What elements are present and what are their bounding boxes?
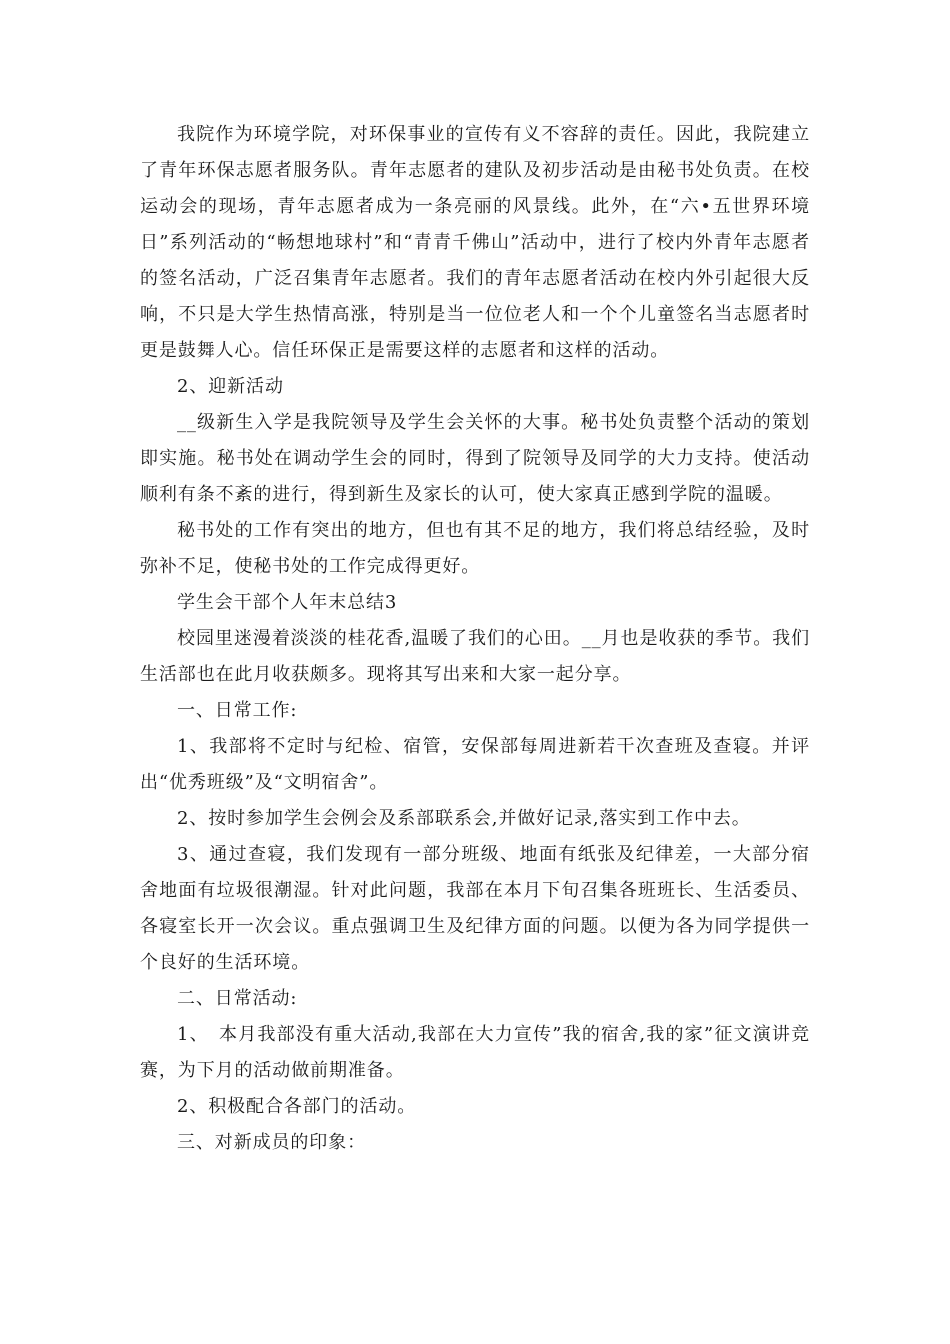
heading-welcome-activity: 2、迎新活动 [177,376,284,397]
paragraph-volunteer-team: 我院作为环境学院，对环保事业的宣传有义不容辞的责任。因此，我院建立了青年环保志愿者服务队。青年志愿者的建队及初步活动是由秘书处负责。在校运动会的现场，青年志愿者成为一条亮丽的风景线。此外，在“六•五世界环境日”系列活动的“畅想地球村”和“青青千佛山”活动中，进行了校内外青年志愿者的签名活动，广泛召集青年志愿者。我们的青年志愿者活动在校内外引起很大反响，不只是大学生热情高涨，特别是当一位位老人和一个个儿童签名当志愿者时更是鼓舞人心。信任环保正是需要这样的志愿者和这样的活动。 [140,124,810,361]
heading-daily-activities: 二、日常活动: [177,988,298,1009]
item-daily-activities-2: 2、积极配合各部门的活动。 [177,1096,417,1117]
item-daily-work-2: 2、按时参加学生会例会及系部联系会,并做好记录,落实到工作中去。 [177,808,751,829]
paragraph-secretariat-summary: 秘书处的工作有突出的地方，但也有其不足的地方，我们将总结经验，及时弥补不足，使秘书处的工作完成得更好。 [140,520,810,577]
paragraph-freshman-welcome: __级新生入学是我院领导及学生会关怀的大事。秘书处负责整个活动的策划即实施。秘书处在调动学生会的同时，得到了院领导及同学的大力支持。使活动顺利有条不紊的进行，得到新生及家长的认可，使大家真正感到学院的温暖。 [140,412,810,505]
heading-daily-work: 一、日常工作: [177,700,298,721]
paragraph-intro-osmanthus: 校园里迷漫着淡淡的桂花香,温暖了我们的心田。__月也是收获的季节。我们生活部也在此月收获颇多。现将其写出来和大家一起分享。 [140,628,810,685]
heading-new-members: 三、对新成员的印象： [177,1132,366,1153]
item-daily-work-1: 1、我部将不定时与纪检、宿管，安保部每周进新若干次查班及查寝。并评出“优秀班级”及“文明宿舍”。 [140,736,810,793]
section-title-summary-3: 学生会干部个人年末总结3 [177,592,398,613]
item-daily-activities-1: 1、 本月我部没有重大活动,我部在大力宣传”我的宿舍,我的家”征文演讲竞赛，为下月的活动做前期准备。 [140,1024,810,1081]
document-body [140,117,810,1161]
item-daily-work-3: 3、通过查寝，我们发现有一部分班级、地面有纸张及纪律差，一大部分宿舍地面有垃圾很潮湿。针对此问题，我部在本月下旬召集各班班长、生活委员、各寝室长开一次会议。重点强调卫生及纪律方面的问题。以便为各为同学提供一个良好的生活环境。 [140,844,810,973]
